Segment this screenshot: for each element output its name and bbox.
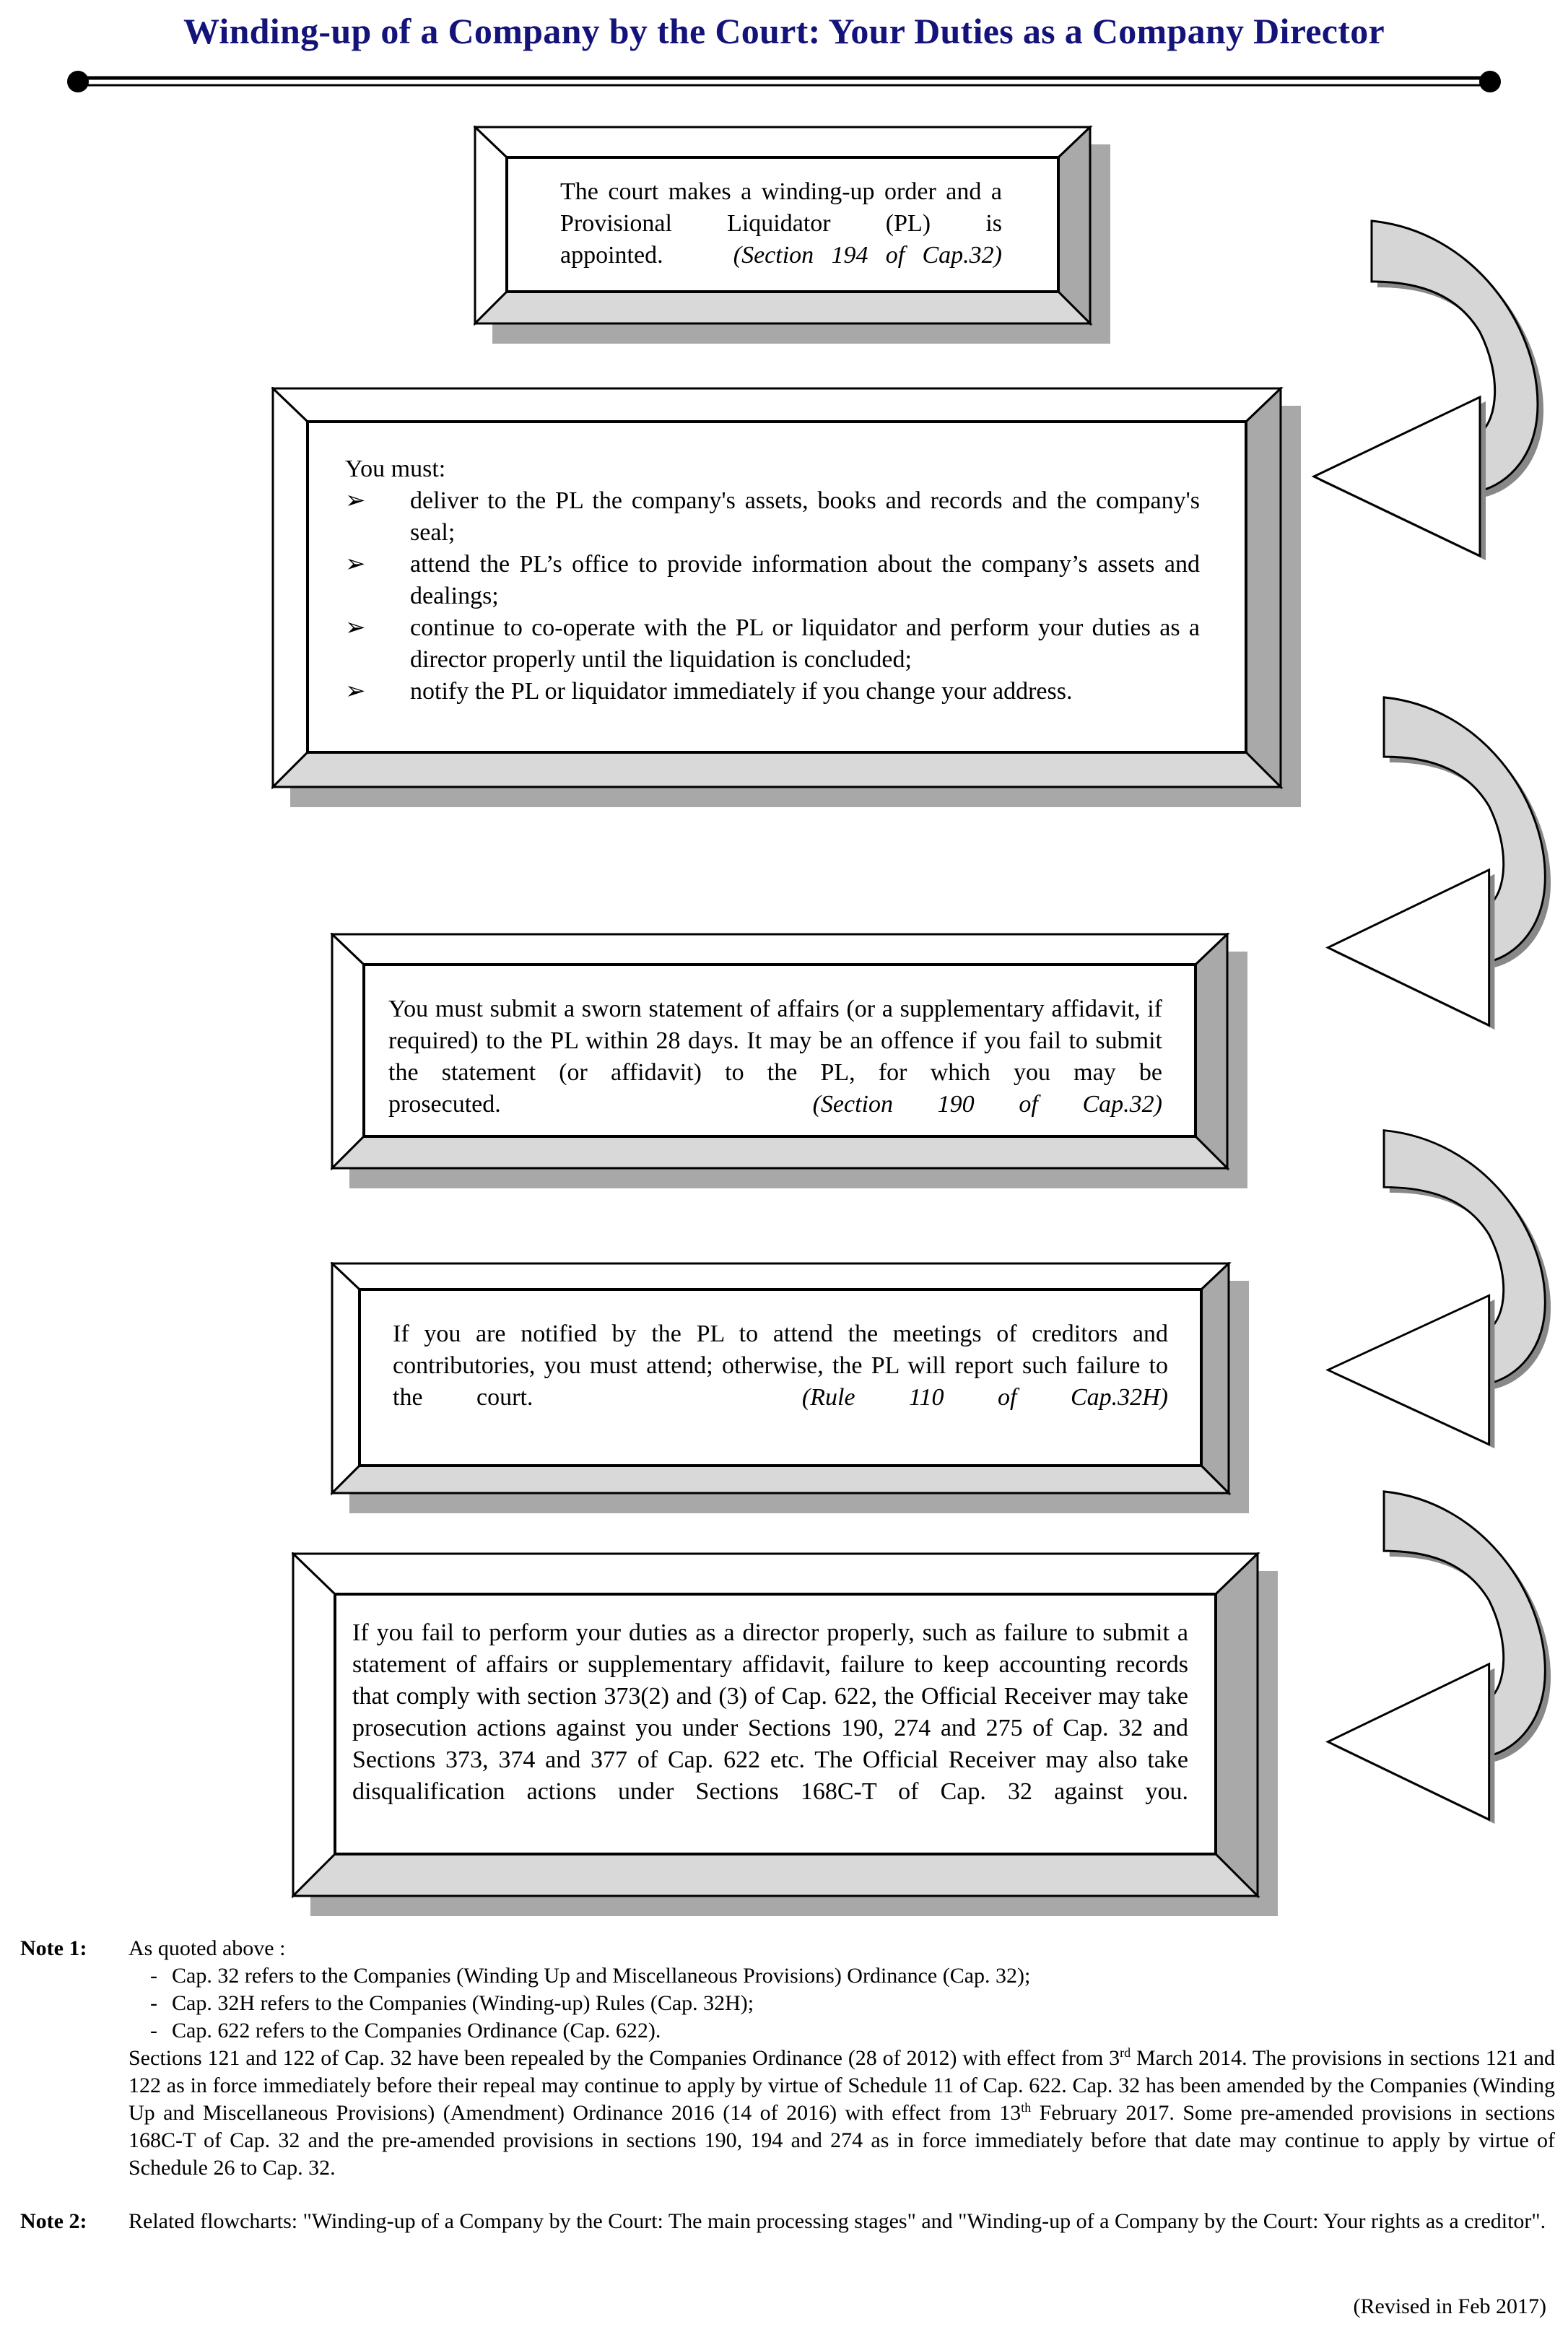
- step-3-text: You must submit a sworn statement of affairs (or a supplementary affidavit, if required) to the PL within 28 days. It may be an offence if you fail to submit the statement (or affidavit) to the PL, for which you may be prosecuted. (Section 190 of Cap.32): [388, 996, 1162, 1118]
- arrow-bullet-icon: ➢: [345, 551, 366, 578]
- note-2: [20, 2208, 1555, 2235]
- curved-arrow-icon: [1314, 1487, 1552, 1827]
- arrow-bullet-icon: ➢: [345, 487, 366, 514]
- page-title: Winding-up of a Company by the Court: Your Duties as a Company Director: [183, 11, 1385, 51]
- list-item: - Cap. 32H refers to the Companies (Winding-up) Rules (Cap. 32H);: [150, 1991, 754, 2015]
- curved-arrow-icon: [1314, 1126, 1552, 1451]
- list-item: ➢ continue to co-operate with the PL or liquidator and perform your duties as a director properly until the liquidation is concluded;: [345, 612, 1200, 676]
- note-1-label: Note 1:: [20, 1936, 87, 1960]
- revision-date: (Revised in Feb 2017): [1353, 2294, 1546, 2318]
- step-2-text: [345, 453, 1200, 708]
- list-item: - Cap. 622 refers to the Companies Ordinance (Cap. 622).: [150, 2019, 661, 2042]
- arrow-bullet-icon: ➢: [345, 678, 366, 705]
- step-2-intro: You must:: [345, 456, 446, 482]
- step-1-text: The court makes a winding-up order and a Provisional Liquidator (PL) is appointed. (Section 194 of Cap.32): [560, 178, 1002, 269]
- note-2-text: Related flowcharts: "Winding-up of a Company by the Court: The main processing stages" and "Winding-up of a Company by the Court: Your rights as a creditor".: [129, 2209, 1546, 2233]
- list-item: ➢ deliver to the PL the company's assets, books and records and the company's seal;: [345, 485, 1200, 549]
- note-1-intro: As quoted above :: [129, 1936, 286, 1960]
- note-1-paragraph: Sections 121 and 122 of Cap. 32 have been repealed by the Companies Ordinance (28 of 2012) with effect from 3rd March 2014. The provisions in sections 121 and 122 as in force immediately before their repeal may continue to apply by virtue of Schedule 11 of Cap. 622. Cap. 32 has been amended by the Companies (Winding Up and Miscellaneous Provisions) (Amendment) Ordinance 2016 (14 of 2016) with effect from 13th February 2017. Some pre-amended provisions in sections 168C-T of Cap. 32 and the pre-amended provisions in sections 190, 194 and 274 as in force immediately before that date may continue to apply by virtue of Schedule 26 to Cap. 32.: [129, 2045, 1556, 2180]
- note-2-label: Note 2:: [20, 2209, 87, 2233]
- note-1: [20, 1935, 1555, 2182]
- list-item: ➢ notify the PL or liquidator immediately if you change your address.: [345, 676, 1200, 708]
- notes-section: [20, 1935, 1555, 2235]
- step-3-reference: (Section 190 of Cap.32): [812, 1091, 1162, 1118]
- step-4-reference: (Rule 110 of Cap.32H): [801, 1384, 1169, 1411]
- list-item: - Cap. 32 refers to the Companies (Winding Up and Miscellaneous Provisions) Ordinance (Cap. 32);: [150, 1964, 1031, 1988]
- list-item: ➢ attend the PL’s office to provide information about the company’s assets and dealings;: [345, 549, 1200, 612]
- arrow-bullet-icon: ➢: [345, 614, 366, 641]
- curved-arrow-icon: [1314, 693, 1552, 1032]
- step-5-text: If you fail to perform your duties as a director properly, such as failure to submit a statement of affairs or supplementary affidavit, failure to keep accounting records that comply with section 373(2) and (3) of Cap. 622, the Official Receiver may take prosecution actions against you under Sections 190, 274 and 275 of Cap. 32 and Sections 373, 374 and 377 of Cap. 622 etc. The Official Receiver may also take disqualification actions under Sections 168C-T of Cap. 32 against you.: [352, 1619, 1188, 1805]
- curved-arrow-icon: [1299, 217, 1545, 563]
- step-4-text: If you are notified by the PL to attend the meetings of creditors and contributories, you must attend; otherwise, the PL will report such failure to the court. (Rule 110 of Cap.32H): [393, 1321, 1169, 1411]
- title-rule: [65, 69, 1503, 95]
- step-1-reference: (Section 194 of Cap.32): [733, 242, 1002, 269]
- duties-list: [345, 485, 1200, 708]
